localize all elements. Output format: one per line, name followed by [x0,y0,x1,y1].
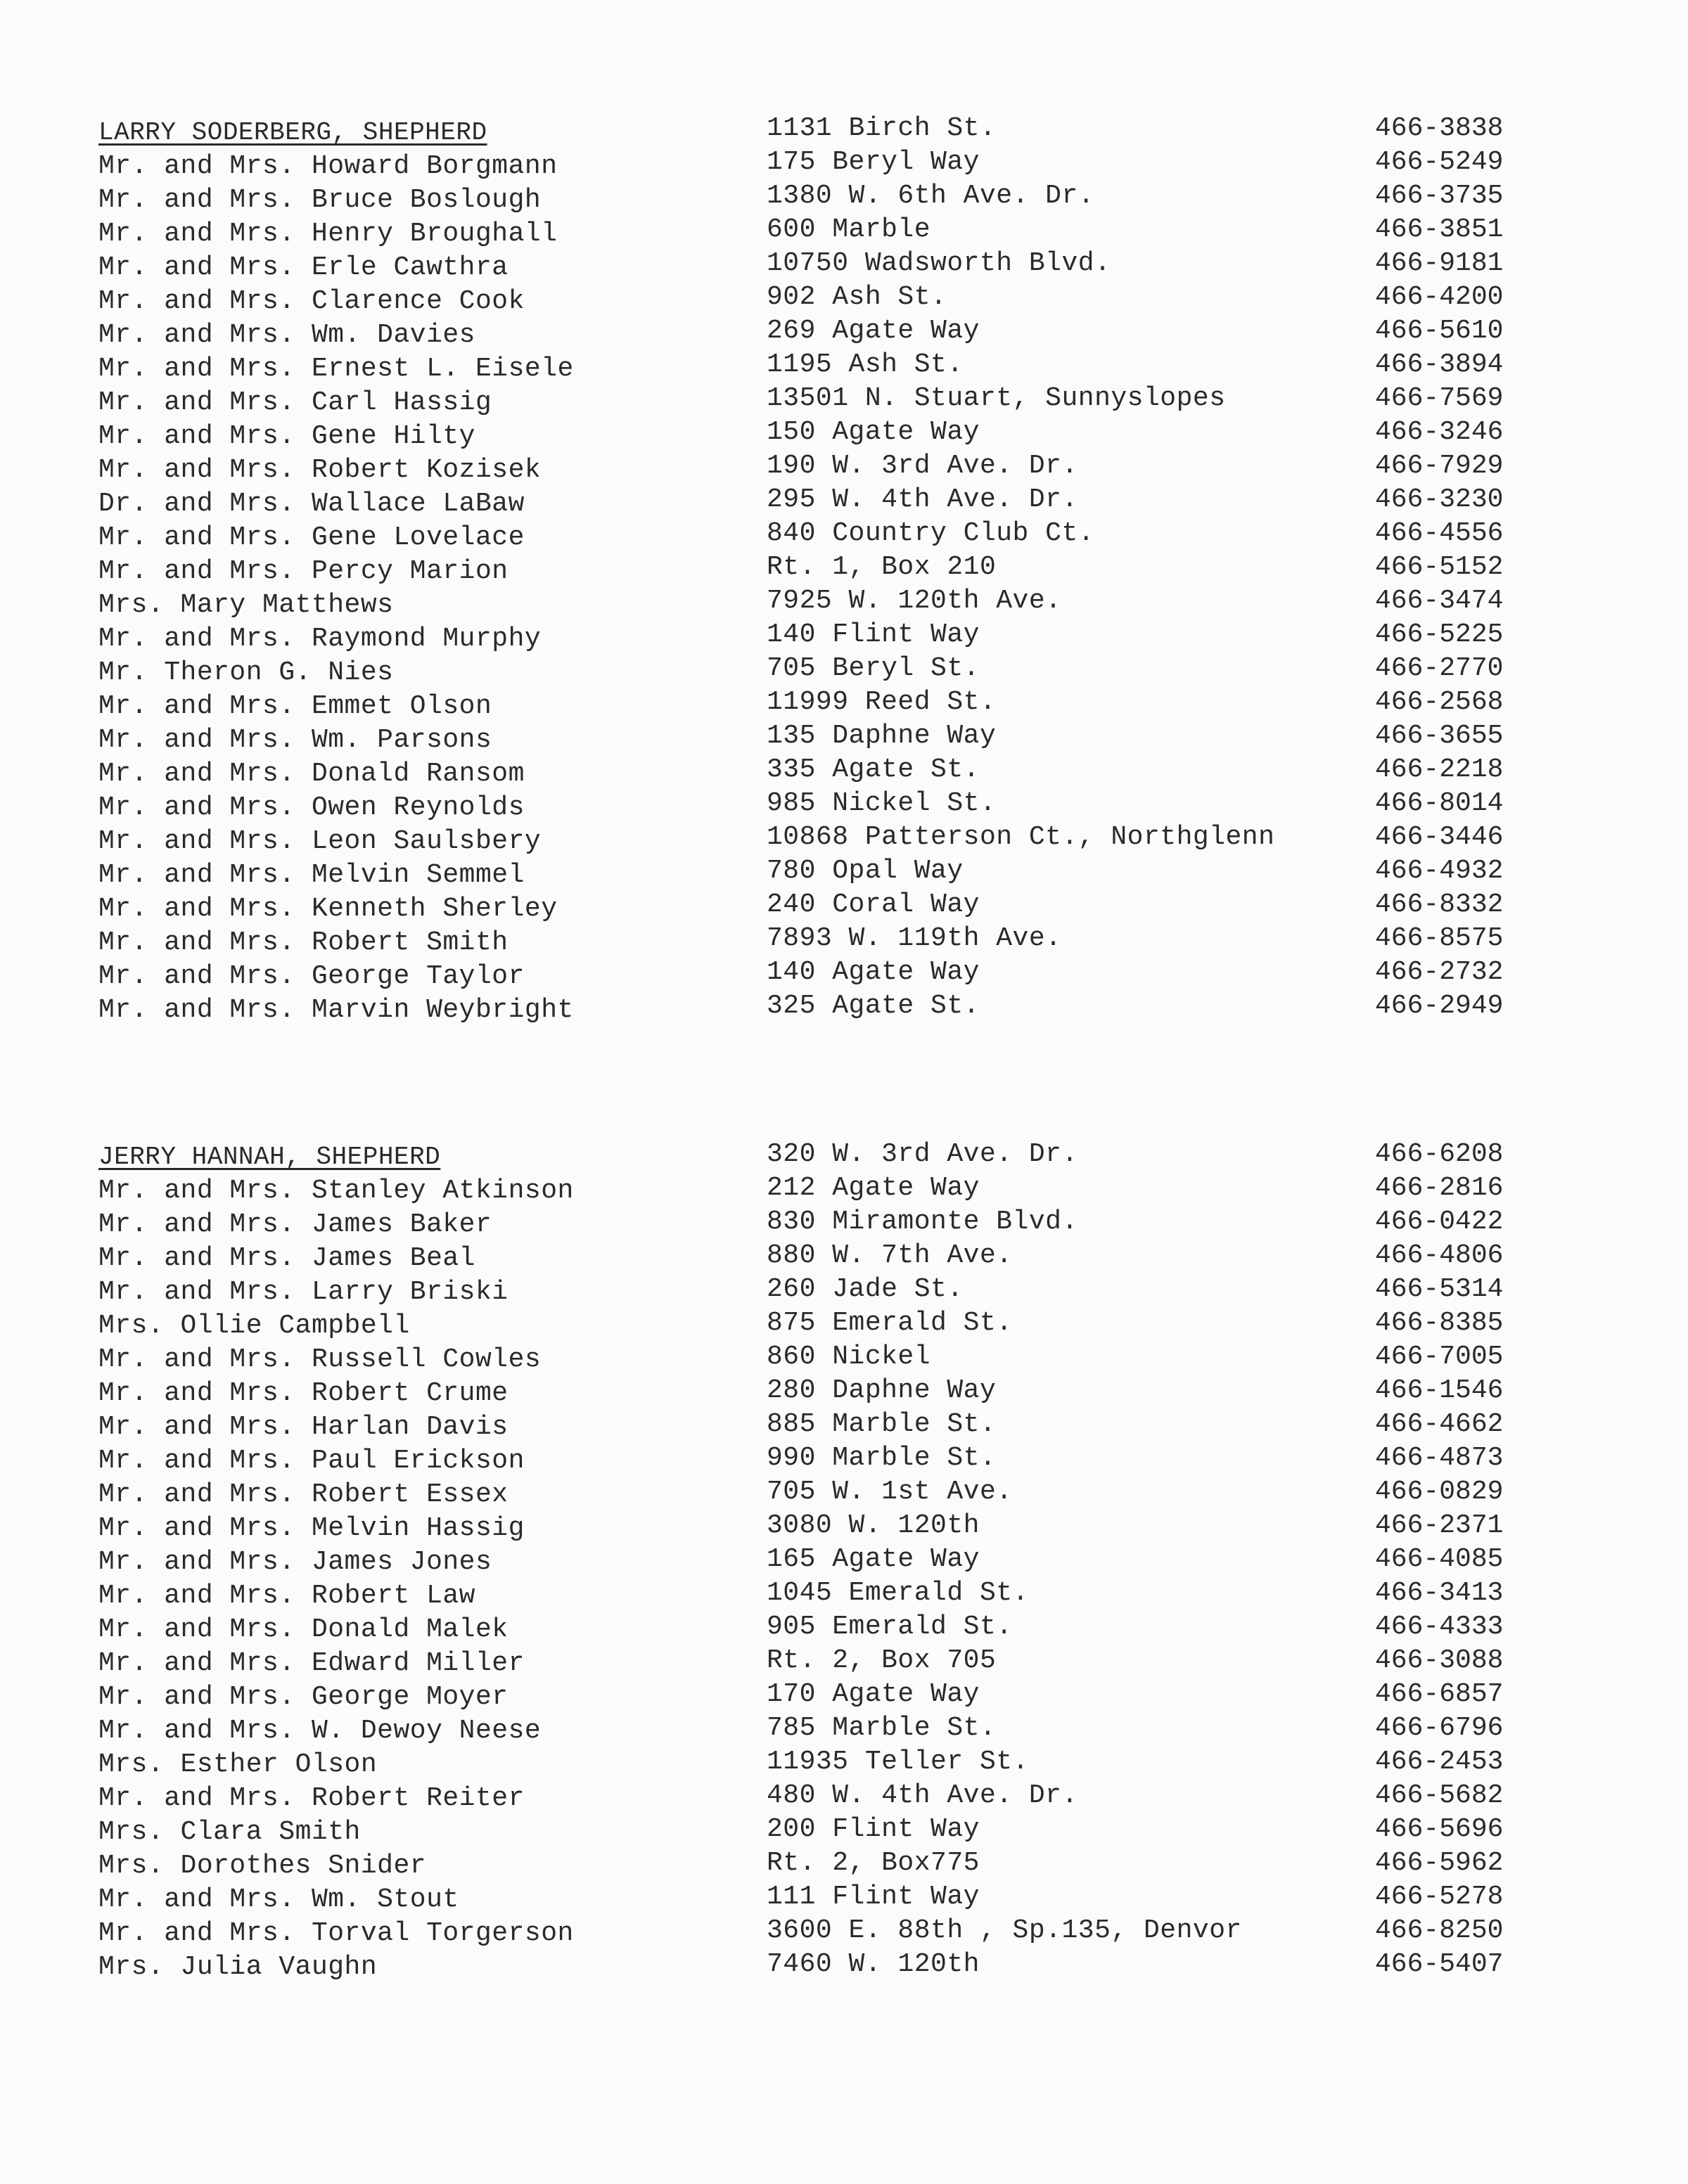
member-name: Mrs. Dorothes Snider [98,1851,427,1881]
member-name: Mrs. Esther Olson [98,1749,378,1780]
member-address: 705 Beryl St. [767,653,980,683]
member-address: 135 Daphne Way [767,721,997,751]
member-phone: 466-1546 [1375,1375,1504,1406]
member-phone: 466-4333 [1375,1612,1504,1642]
member-address: 1380 W. 6th Ave. Dr. [767,181,1095,211]
member-phone: 466-2732 [1375,957,1504,987]
member-phone: 466-3838 [1375,113,1504,143]
member-phone: 466-3894 [1375,349,1504,380]
member-name: Mr. and Mrs. Melvin Hassig [98,1513,525,1543]
member-name: Mr. and Mrs. Melvin Semmel [98,860,525,890]
member-phone: 466-3413 [1375,1578,1504,1608]
member-name: Mr. and Mrs. Wm. Stout [98,1884,459,1915]
member-name-column [98,116,753,1027]
member-phone: 466-5407 [1375,1949,1504,1979]
member-phone: 466-4662 [1375,1409,1504,1439]
member-phone: 466-3474 [1375,586,1504,616]
member-name: Mrs. Julia Vaughn [98,1952,378,1982]
member-phone: 466-5610 [1375,316,1504,346]
member-phone: 466-5225 [1375,619,1504,650]
member-address: 480 W. 4th Ave. Dr. [767,1780,1078,1811]
member-name: Mr. and Mrs. James Beal [98,1243,475,1273]
member-address: 335 Agate St. [767,754,980,785]
member-phone: 466-3446 [1375,822,1504,852]
member-address: 200 Flint Way [767,1814,980,1844]
member-address: 600 Marble [767,214,931,245]
member-phone: 466-7569 [1375,383,1504,413]
member-address: Rt. 2, Box 705 [767,1645,997,1676]
member-address-column [767,112,1400,1023]
member-phone: 466-3735 [1375,181,1504,211]
member-address: 705 W. 1st Ave. [767,1477,1013,1507]
member-phone-column [1375,1138,1558,1981]
member-phone: 466-2770 [1375,653,1504,683]
member-address: 780 Opal Way [767,856,964,886]
member-address: 1131 Birch St. [767,113,997,143]
member-address: 150 Agate Way [767,417,980,447]
member-address: 190 W. 3rd Ave. Dr. [767,451,1078,481]
member-phone: 466-5249 [1375,147,1504,177]
member-name: Mr. and Mrs. Robert Essex [98,1479,509,1510]
member-address: 840 Country Club Ct. [767,518,1095,548]
member-name: Mr. and Mrs. Edward Miller [98,1648,525,1678]
member-name: Mr. and Mrs. Harlan Davis [98,1412,509,1442]
member-address: 269 Agate Way [767,316,980,346]
member-name: Mr. and Mrs. Kenneth Sherley [98,894,558,924]
member-name: Mr. and Mrs. James Jones [98,1547,492,1577]
member-address: 320 W. 3rd Ave. Dr. [767,1139,1078,1169]
member-name: Mr. and Mrs. Raymond Murphy [98,624,542,654]
member-name: Mr. and Mrs. Torval Torgerson [98,1918,574,1948]
member-address: 860 Nickel [767,1342,931,1372]
member-name: Mr. and Mrs. Owen Reynolds [98,792,525,823]
member-name: Mr. and Mrs. Marvin Weybright [98,995,574,1025]
member-name: Mr. and Mrs. Carl Hassig [98,387,492,418]
member-name: Mr. and Mrs. Robert Kozisek [98,455,542,485]
member-phone: 466-8014 [1375,788,1504,818]
member-address: 140 Flint Way [767,619,980,650]
member-name: Mr. and Mrs. Donald Malek [98,1614,509,1645]
member-address: 785 Marble St. [767,1713,997,1743]
shepherd-heading: JERRY HANNAH, SHEPHERD [98,1143,441,1171]
member-address: 902 Ash St. [767,282,947,312]
member-name: Mr. and Mrs. Clarence Cook [98,286,525,316]
member-phone: 466-8250 [1375,1915,1504,1946]
member-phone: 466-0829 [1375,1477,1504,1507]
member-phone: 466-4806 [1375,1240,1504,1271]
member-address: 295 W. 4th Ave. Dr. [767,484,1078,515]
member-name: Mr. and Mrs. George Moyer [98,1682,509,1712]
member-name: Mrs. Clara Smith [98,1817,361,1847]
member-phone: 466-4932 [1375,856,1504,886]
member-address: 1195 Ash St. [767,349,964,380]
member-phone: 466-4556 [1375,518,1504,548]
member-phone: 466-6208 [1375,1139,1504,1169]
member-name: Mr. and Mrs. Robert Law [98,1581,475,1611]
member-name: Mr. and Mrs. Henry Broughall [98,219,558,249]
member-phone: 466-4085 [1375,1544,1504,1574]
member-name: Mrs. Mary Matthews [98,590,394,620]
member-address: 3080 W. 120th [767,1510,980,1541]
member-phone: 466-5962 [1375,1848,1504,1878]
member-name: Mr. and Mrs. Gene Lovelace [98,522,525,553]
member-name: Mr. and Mrs. Larry Briski [98,1277,509,1307]
member-phone: 466-0422 [1375,1207,1504,1237]
member-phone: 466-8385 [1375,1308,1504,1338]
member-phone: 466-4873 [1375,1443,1504,1473]
member-phone: 466-3230 [1375,484,1504,515]
member-phone: 466-3088 [1375,1645,1504,1676]
member-address: 830 Miramonte Blvd. [767,1207,1078,1237]
member-address: 10750 Wadsworth Blvd. [767,248,1111,278]
member-name: Mr. and Mrs. Gene Hilty [98,421,475,451]
member-name: Mr. and Mrs. Bruce Boslough [98,185,542,215]
member-address: 1045 Emerald St. [767,1578,1029,1608]
member-address: 111 Flint Way [767,1882,980,1912]
member-name: Mr. and Mrs. Ernest L. Eisele [98,354,574,384]
member-address: 7893 W. 119th Ave. [767,923,1062,953]
member-address: 140 Agate Way [767,957,980,987]
shepherd-heading: LARRY SODERBERG, SHEPHERD [98,118,487,147]
member-address: 905 Emerald St. [767,1612,1013,1642]
member-phone: 466-2568 [1375,687,1504,717]
member-phone: 466-2816 [1375,1173,1504,1203]
member-phone-column [1375,112,1558,1023]
member-name: Mr. Theron G. Nies [98,657,394,688]
member-name: Dr. and Mrs. Wallace LaBaw [98,489,525,519]
member-phone: 466-2218 [1375,754,1504,785]
member-phone: 466-6857 [1375,1679,1504,1709]
member-name: Mr. and Mrs. James Baker [98,1209,492,1240]
member-name: Mr. and Mrs. George Taylor [98,961,525,991]
member-address: 7925 W. 120th Ave. [767,586,1062,616]
member-name: Mr. and Mrs. Donald Ransom [98,759,525,789]
member-address: 260 Jade St. [767,1274,964,1304]
member-name: Mr. and Mrs. Stanley Atkinson [98,1176,574,1206]
member-address: Rt. 1, Box 210 [767,552,997,582]
member-address: 240 Coral Way [767,889,980,920]
member-phone: 466-6796 [1375,1713,1504,1743]
member-address: 170 Agate Way [767,1679,980,1709]
member-address: 11999 Reed St. [767,687,997,717]
member-address: 7460 W. 120th [767,1949,980,1979]
member-phone: 466-3655 [1375,721,1504,751]
member-address-column [767,1138,1400,1981]
member-name: Mr. and Mrs. Percy Marion [98,556,509,586]
member-name: Mr. and Mrs. Howard Borgmann [98,151,558,181]
member-address: 212 Agate Way [767,1173,980,1203]
member-name: Mrs. Ollie Campbell [98,1311,410,1341]
member-address: 175 Beryl Way [767,147,980,177]
member-name: Mr. and Mrs. Leon Saulsbery [98,826,542,856]
member-name: Mr. and Mrs. Wm. Parsons [98,725,492,755]
member-phone: 466-3246 [1375,417,1504,447]
member-address: 11935 Teller St. [767,1747,1029,1777]
member-name: Mr. and Mrs. Robert Crume [98,1378,509,1408]
member-name: Mr. and Mrs. Erle Cawthra [98,252,509,283]
member-address: 985 Nickel St. [767,788,997,818]
member-phone: 466-8575 [1375,923,1504,953]
member-address: 325 Agate St. [767,991,980,1021]
member-address: 880 W. 7th Ave. [767,1240,1013,1271]
member-name: Mr. and Mrs. Emmet Olson [98,691,492,721]
member-phone: 466-2371 [1375,1510,1504,1541]
member-phone: 466-3851 [1375,214,1504,245]
member-phone: 466-5314 [1375,1274,1504,1304]
member-address: 13501 N. Stuart, Sunnyslopes [767,383,1226,413]
member-phone: 466-4200 [1375,282,1504,312]
member-phone: 466-2949 [1375,991,1504,1021]
member-name-column [98,1141,753,1984]
member-name: Mr. and Mrs. Paul Erickson [98,1446,525,1476]
member-address: Rt. 2, Box775 [767,1848,980,1878]
member-address: 10868 Patterson Ct., Northglenn [767,822,1275,852]
member-name: Mr. and Mrs. Russell Cowles [98,1344,542,1375]
member-address: 280 Daphne Way [767,1375,997,1406]
member-address: 885 Marble St. [767,1409,997,1439]
member-address: 3600 E. 88th , Sp.135, Denvor [767,1915,1242,1946]
member-phone: 466-5152 [1375,552,1504,582]
member-name: Mr. and Mrs. W. Dewoy Neese [98,1716,542,1746]
member-phone: 466-9181 [1375,248,1504,278]
member-phone: 466-2453 [1375,1747,1504,1777]
member-name: Mr. and Mrs. Robert Smith [98,927,509,958]
member-address: 875 Emerald St. [767,1308,1013,1338]
member-phone: 466-7929 [1375,451,1504,481]
member-phone: 466-7005 [1375,1342,1504,1372]
member-address: 165 Agate Way [767,1544,980,1574]
member-phone: 466-5278 [1375,1882,1504,1912]
member-address: 990 Marble St. [767,1443,997,1473]
member-name: Mr. and Mrs. Robert Reiter [98,1783,525,1813]
member-phone: 466-5696 [1375,1814,1504,1844]
member-name: Mr. and Mrs. Wm. Davies [98,320,475,350]
member-phone: 466-5682 [1375,1780,1504,1811]
member-phone: 466-8332 [1375,889,1504,920]
